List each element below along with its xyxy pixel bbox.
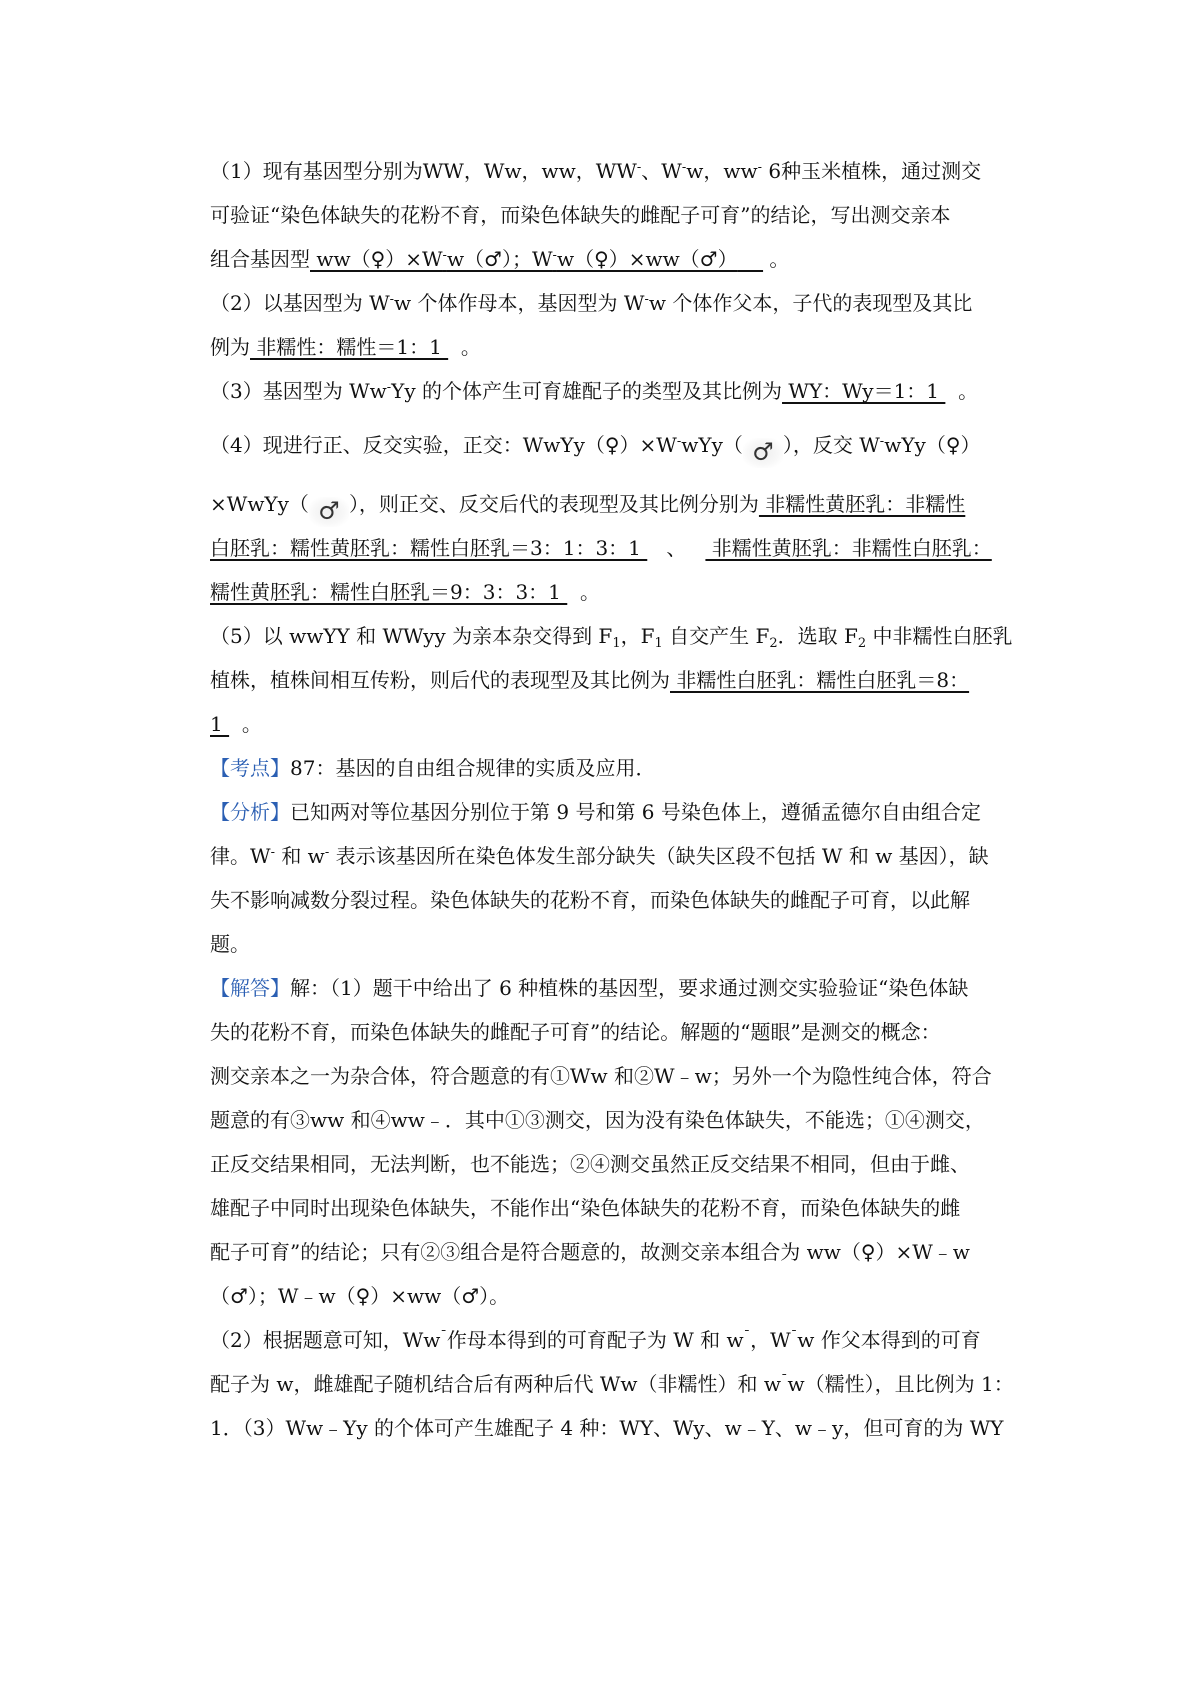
male-symbol-icon: ♂ <box>743 438 783 468</box>
fenxi-line-2: 律。W- 和 w- 表示该基因所在染色体发生部分缺失（缺失区段不包括 W 和 w 基因），缺 <box>210 844 989 868</box>
jieda-tag: 【解答】 <box>210 976 290 1000</box>
q2-answer: 非糯性：糯性＝1：1 <box>250 335 449 359</box>
q2-line-1: （2）以基因型为 W-w 个体作母本，基因型为 W-w 个体作父本，子代的表现型及其比 <box>210 291 973 315</box>
jieda-line-8: （♂）；W﹣w（♀）×ww（♂）。 <box>210 1284 510 1308</box>
q3-answer: WY：Wy＝1：1 <box>782 379 946 403</box>
jieda-line-1: 【解答】解：（1）题干中给出了 6 种植株的基因型，要求通过测交实验验证“染色体缺 <box>210 976 969 1000</box>
p2-line-1: （2）根据题意可知，Ww¯作母本得到的可育配子为 W 和 w¯，W¯w 作父本得到的可育 <box>210 1328 981 1352</box>
p2-line-3: 1．（3）Ww﹣Yy 的个体可产生雄配子 4 种：WY、Wy、w﹣Y、w﹣y，但可育的为 WY <box>210 1416 1004 1440</box>
fenxi-line-1: 【分析】已知两对等位基因分别位于第 9 号和第 6 号染色体上，遵循孟德尔自由组合定 <box>210 800 981 824</box>
q4-line-1: （4）现进行正、反交实验，正交：WwYy（♀）×W-wYy（ ♂ ），反交 W-wYy（♀） <box>210 433 981 466</box>
jieda-line-3: 测交亲本之一为杂合体，符合题意的有①Ww 和②W﹣w；另外一个为隐性纯合体，符合 <box>210 1064 992 1088</box>
q5-answer-cont: 1 <box>210 712 230 736</box>
q5-answer: 非糯性白胚乳：糯性白胚乳＝8： <box>670 668 970 692</box>
jieda-line-5: 正反交结果相同，无法判断，也不能选；②④测交虽然正反交结果不相同，但由于雌、 <box>210 1152 970 1176</box>
q2-line-2: 例为 非糯性：糯性＝1：1 。 <box>210 335 481 359</box>
q4-answer-2-cont: 糯性黄胚乳：糯性白胚乳＝9：3：3：1 <box>210 580 568 604</box>
male-symbol-icon: ♂ <box>309 497 349 527</box>
q4-answer-1: 非糯性黄胚乳：非糯性 <box>758 492 966 516</box>
kaodian-tag: 【考点】 <box>210 756 290 780</box>
q4-line-3: 白胚乳：糯性黄胚乳：糯性白胚乳＝3：1：3：1 、 非糯性黄胚乳：非糯性白胚乳： <box>210 536 992 560</box>
jieda-line-4: 题意的有③ww 和④ww﹣．其中①③测交，因为没有染色体缺失，不能选；①④测交， <box>210 1108 985 1132</box>
kaodian-line: 【考点】87：基因的自由组合规律的实质及应用． <box>210 756 656 780</box>
q1-answer: ww（♀）×W-w（♂）；W-w（♀）×ww（♂） <box>310 247 738 271</box>
q4-answer-1-cont: 白胚乳：糯性黄胚乳：糯性白胚乳＝3：1：3：1 <box>210 536 648 560</box>
q1-line-3: 组合基因型 ww（♀）×W-w（♂）；W-w（♀）×ww（♂） 。 <box>210 247 790 271</box>
jieda-line-2: 失的花粉不育，而染色体缺失的雌配子可育”的结论。解题的“题眼”是测交的概念： <box>210 1020 941 1044</box>
q5-line-2: 植株，植株间相互传粉，则后代的表现型及其比例为 非糯性白胚乳：糯性白胚乳＝8： <box>210 668 970 692</box>
q4-answer-2: 非糯性黄胚乳：非糯性白胚乳： <box>705 536 992 560</box>
jieda-line-7: 配子可育”的结论；只有②③组合是符合题意的，故测交亲本组合为 ww（♀）×W﹣w <box>210 1240 970 1264</box>
fenxi-tag: 【分析】 <box>210 800 290 824</box>
q3-line-1: （3）基因型为 Ww-Yy 的个体产生可育雄配子的类型及其比例为 WY：Wy＝1：1 。 <box>210 379 979 403</box>
q1-line-2: 可验证“染色体缺失的花粉不育，而染色体缺失的雌配子可育”的结论，写出测交亲本 <box>210 203 951 227</box>
q1-line-1: （1）现有基因型分别为WW，Ww，ww，WW-、W-w，ww- 6种玉米植株，通过测交 <box>210 159 982 183</box>
q5-line-3: 1 。 <box>210 712 262 736</box>
fenxi-line-4: 题。 <box>210 932 250 956</box>
jieda-line-6: 雄配子中同时出现染色体缺失，不能作出“染色体缺失的花粉不育，而染色体缺失的雌 <box>210 1196 961 1220</box>
fenxi-line-3: 失不影响减数分裂过程。染色体缺失的花粉不育，而染色体缺失的雌配子可育，以此解 <box>210 888 970 912</box>
q5-line-1: （5）以 wwYY 和 WWyy 为亲本杂交得到 $F_1$，$F_1$ 自交产生 $F_2$．选取 $F_2$ 中非糯性白胚乳 <box>210 624 1013 651</box>
p2-line-2: 配子为 w，雌雄配子随机结合后有两种后代 Ww（非糯性）和 w¯w（糯性），且比例为 1： <box>210 1372 1014 1396</box>
q4-line-4: 糯性黄胚乳：糯性白胚乳＝9：3：3：1 。 <box>210 580 600 604</box>
q4-line-2: ×WwYy（ ♂ ），则正交、反交后代的表现型及其比例分别为 非糯性黄胚乳：非糯性 <box>210 492 966 525</box>
